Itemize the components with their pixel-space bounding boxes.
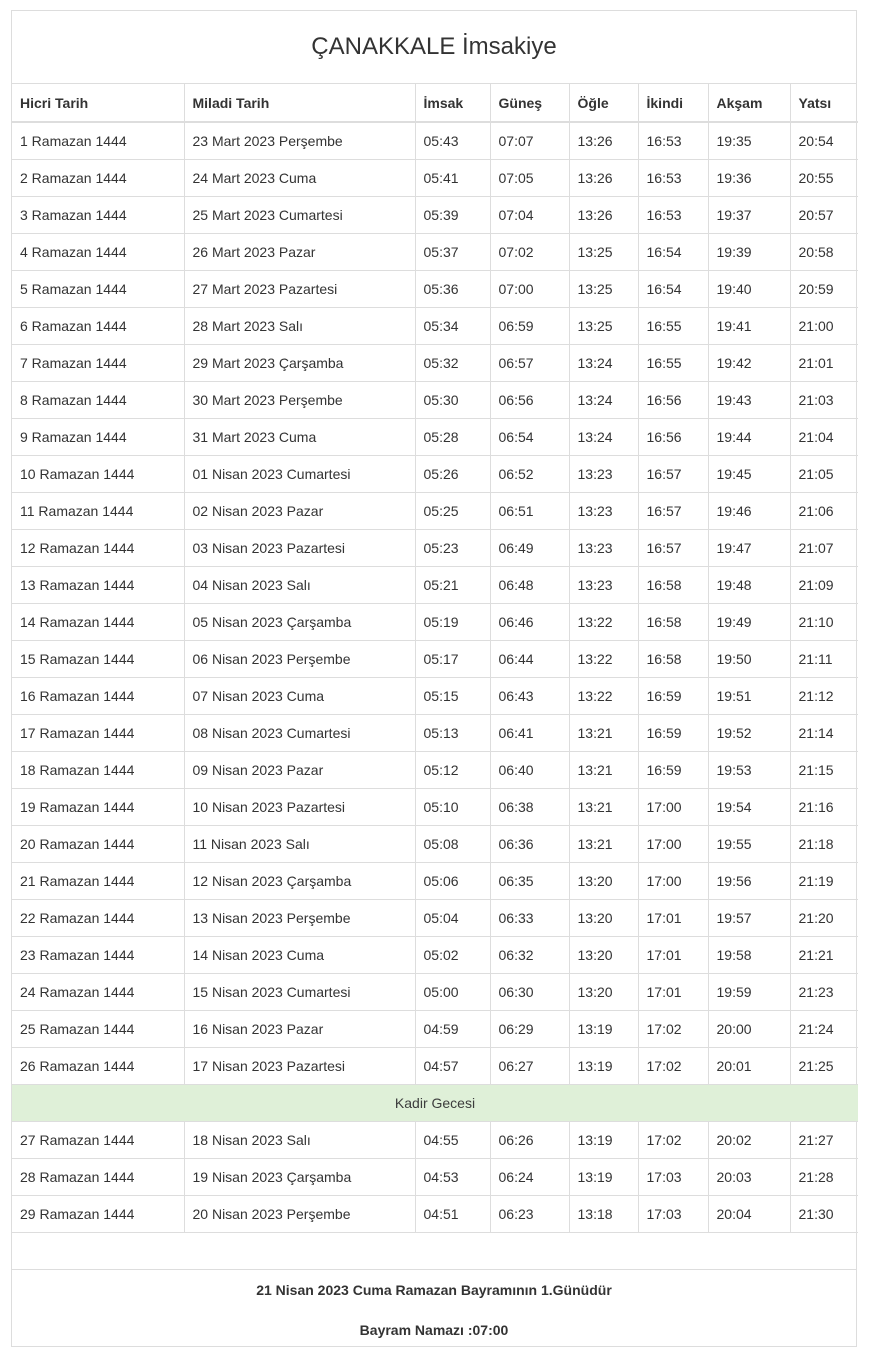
column-header: İkindi (638, 84, 708, 122)
table-cell: 06 Nisan 2023 Perşembe (184, 640, 415, 677)
table-cell: 05:04 (415, 899, 490, 936)
table-row (12, 677, 858, 714)
table-cell: 05:02 (415, 936, 490, 973)
table-cell: 16:55 (638, 344, 708, 381)
table-cell: 16:54 (638, 270, 708, 307)
table-row (12, 973, 858, 1010)
table-cell: 13:19 (569, 1158, 638, 1195)
table-cell: 13:19 (569, 1121, 638, 1158)
table-cell: 06:30 (490, 973, 569, 1010)
table-cell: 21:27 (790, 1121, 858, 1158)
note-cell: Kadir Gecesi (12, 1084, 858, 1121)
table-cell: 16:54 (638, 233, 708, 270)
table-row (12, 566, 858, 603)
table-cell: 13:19 (569, 1047, 638, 1084)
table-cell: 14 Ramazan 1444 (12, 603, 184, 640)
table-cell: 21:18 (790, 825, 858, 862)
table-cell: 05:26 (415, 455, 490, 492)
table-cell: 20:55 (790, 159, 858, 196)
table-row (12, 344, 858, 381)
table-cell: 20:54 (790, 122, 858, 159)
table-cell: 21:01 (790, 344, 858, 381)
table-cell: 21:12 (790, 677, 858, 714)
table-cell: 13 Nisan 2023 Perşembe (184, 899, 415, 936)
table-row (12, 825, 858, 862)
table-cell: 19:39 (708, 233, 790, 270)
table-cell: 19:51 (708, 677, 790, 714)
table-cell: 17:00 (638, 825, 708, 862)
table-cell: 13:20 (569, 973, 638, 1010)
table-cell: 30 Mart 2023 Perşembe (184, 381, 415, 418)
spacer-row (12, 1233, 856, 1270)
table-cell: 13:20 (569, 936, 638, 973)
table-cell: 19:35 (708, 122, 790, 159)
table-cell: 04:55 (415, 1121, 490, 1158)
table-cell: 05:21 (415, 566, 490, 603)
table-row (12, 381, 858, 418)
table-cell: 9 Ramazan 1444 (12, 418, 184, 455)
table-row (12, 122, 858, 159)
table-row (12, 936, 858, 973)
table-cell: 17:03 (638, 1195, 708, 1232)
table-cell: 17:00 (638, 788, 708, 825)
table-cell: 16:59 (638, 714, 708, 751)
table-cell: 21 Ramazan 1444 (12, 862, 184, 899)
table-cell: 19:52 (708, 714, 790, 751)
table-cell: 17 Nisan 2023 Pazartesi (184, 1047, 415, 1084)
table-cell: 19:45 (708, 455, 790, 492)
table-cell: 07:05 (490, 159, 569, 196)
table-cell: 19:47 (708, 529, 790, 566)
table-cell: 03 Nisan 2023 Pazartesi (184, 529, 415, 566)
table-cell: 20:00 (708, 1010, 790, 1047)
table-cell: 16 Nisan 2023 Pazar (184, 1010, 415, 1047)
table-cell: 05:30 (415, 381, 490, 418)
table-cell: 26 Mart 2023 Pazar (184, 233, 415, 270)
table-cell: 05:36 (415, 270, 490, 307)
table-cell: 07:00 (490, 270, 569, 307)
table-cell: 18 Nisan 2023 Salı (184, 1121, 415, 1158)
table-cell: 07 Nisan 2023 Cuma (184, 677, 415, 714)
table-cell: 17:00 (638, 862, 708, 899)
table-cell: 28 Mart 2023 Salı (184, 307, 415, 344)
table-cell: 06:56 (490, 381, 569, 418)
table-cell: 21:10 (790, 603, 858, 640)
table-cell: 21:28 (790, 1158, 858, 1195)
table-cell: 15 Ramazan 1444 (12, 640, 184, 677)
table-cell: 05:32 (415, 344, 490, 381)
table-cell: 07:02 (490, 233, 569, 270)
table-cell: 13:25 (569, 307, 638, 344)
table-cell: 13:22 (569, 603, 638, 640)
table-cell: 15 Nisan 2023 Cumartesi (184, 973, 415, 1010)
table-cell: 05:19 (415, 603, 490, 640)
table-cell: 13:19 (569, 1010, 638, 1047)
table-cell: 19:41 (708, 307, 790, 344)
table-cell: 19:53 (708, 751, 790, 788)
table-cell: 13:22 (569, 640, 638, 677)
table-cell: 18 Ramazan 1444 (12, 751, 184, 788)
table-cell: 21:00 (790, 307, 858, 344)
table-cell: 13:20 (569, 862, 638, 899)
table-cell: 16:53 (638, 122, 708, 159)
table-cell: 16:57 (638, 492, 708, 529)
table-cell: 13:24 (569, 344, 638, 381)
table-cell: 17:01 (638, 936, 708, 973)
table-cell: 19:36 (708, 159, 790, 196)
table-row (12, 307, 858, 344)
table-cell: 23 Mart 2023 Perşembe (184, 122, 415, 159)
column-header: Miladi Tarih (184, 84, 415, 122)
table-cell: 06:44 (490, 640, 569, 677)
table-cell: 16:59 (638, 751, 708, 788)
table-cell: 05:28 (415, 418, 490, 455)
table-cell: 21:07 (790, 529, 858, 566)
table-cell: 19 Nisan 2023 Çarşamba (184, 1158, 415, 1195)
table-cell: 05:25 (415, 492, 490, 529)
table-cell: 05:41 (415, 159, 490, 196)
kadir-gecesi-row (12, 1084, 858, 1121)
table-cell: 08 Nisan 2023 Cumartesi (184, 714, 415, 751)
imsakiye-table (12, 84, 858, 1233)
table-cell: 21:24 (790, 1010, 858, 1047)
bayram-namazi-text: Bayram Namazı :07:00 (359, 1321, 509, 1338)
table-cell: 13:23 (569, 529, 638, 566)
table-cell: 16:57 (638, 529, 708, 566)
table-cell: 19:59 (708, 973, 790, 1010)
table-row (12, 1121, 858, 1158)
table-cell: 17 Ramazan 1444 (12, 714, 184, 751)
table-cell: 16:55 (638, 307, 708, 344)
table-cell: 12 Nisan 2023 Çarşamba (184, 862, 415, 899)
table-cell: 13 Ramazan 1444 (12, 566, 184, 603)
table-cell: 19:57 (708, 899, 790, 936)
table-cell: 10 Nisan 2023 Pazartesi (184, 788, 415, 825)
table-cell: 19:42 (708, 344, 790, 381)
table-cell: 06:38 (490, 788, 569, 825)
table-cell: 21:30 (790, 1195, 858, 1232)
table-cell: 13:26 (569, 196, 638, 233)
table-cell: 06:23 (490, 1195, 569, 1232)
table-cell: 06:26 (490, 1121, 569, 1158)
table-cell: 04:57 (415, 1047, 490, 1084)
table-cell: 06:52 (490, 455, 569, 492)
table-cell: 06:51 (490, 492, 569, 529)
table-cell: 21:15 (790, 751, 858, 788)
table-cell: 20:59 (790, 270, 858, 307)
column-header: İmsak (415, 84, 490, 122)
column-header: Hicri Tarih (12, 84, 184, 122)
table-row (12, 603, 858, 640)
table-cell: 13:25 (569, 233, 638, 270)
table-row (12, 751, 858, 788)
table-row (12, 1047, 858, 1084)
table-cell: 17:01 (638, 899, 708, 936)
table-cell: 20:03 (708, 1158, 790, 1195)
table-cell: 23 Ramazan 1444 (12, 936, 184, 973)
table-cell: 13:21 (569, 788, 638, 825)
table-cell: 21:06 (790, 492, 858, 529)
table-cell: 24 Mart 2023 Cuma (184, 159, 415, 196)
table-cell: 20:01 (708, 1047, 790, 1084)
table-cell: 29 Mart 2023 Çarşamba (184, 344, 415, 381)
table-cell: 13:20 (569, 899, 638, 936)
table-cell: 16 Ramazan 1444 (12, 677, 184, 714)
table-cell: 16:58 (638, 640, 708, 677)
table-cell: 13:22 (569, 677, 638, 714)
table-cell: 16:57 (638, 455, 708, 492)
column-header: Akşam (708, 84, 790, 122)
table-cell: 11 Ramazan 1444 (12, 492, 184, 529)
table-body (12, 122, 858, 1232)
table-row (12, 862, 858, 899)
table-cell: 06:35 (490, 862, 569, 899)
table-cell: 06:48 (490, 566, 569, 603)
table-cell: 21:23 (790, 973, 858, 1010)
table-cell: 22 Ramazan 1444 (12, 899, 184, 936)
table-cell: 21:09 (790, 566, 858, 603)
table-cell: 19:44 (708, 418, 790, 455)
table-cell: 4 Ramazan 1444 (12, 233, 184, 270)
table-cell: 19:40 (708, 270, 790, 307)
table-row (12, 233, 858, 270)
table-row (12, 492, 858, 529)
table-cell: 17:02 (638, 1010, 708, 1047)
table-cell: 17:02 (638, 1121, 708, 1158)
table-cell: 19:49 (708, 603, 790, 640)
table-cell: 04:53 (415, 1158, 490, 1195)
table-cell: 13:23 (569, 455, 638, 492)
table-cell: 06:49 (490, 529, 569, 566)
table-cell: 06:40 (490, 751, 569, 788)
table-cell: 05:00 (415, 973, 490, 1010)
table-cell: 21:14 (790, 714, 858, 751)
table-cell: 05:08 (415, 825, 490, 862)
table-cell: 05:37 (415, 233, 490, 270)
table-cell: 06:27 (490, 1047, 569, 1084)
table-cell: 3 Ramazan 1444 (12, 196, 184, 233)
table-cell: 13:24 (569, 381, 638, 418)
table-cell: 20 Nisan 2023 Perşembe (184, 1195, 415, 1232)
table-cell: 19 Ramazan 1444 (12, 788, 184, 825)
table-row (12, 159, 858, 196)
table-cell: 19:37 (708, 196, 790, 233)
column-header: Yatsı (790, 84, 858, 122)
table-cell: 19:56 (708, 862, 790, 899)
table-row (12, 418, 858, 455)
table-cell: 05:17 (415, 640, 490, 677)
table-cell: 19:55 (708, 825, 790, 862)
table-cell: 06:59 (490, 307, 569, 344)
bayram-date-text: 21 Nisan 2023 Cuma Ramazan Bayramının 1.Günüdür (256, 1281, 612, 1298)
table-row (12, 196, 858, 233)
table-cell: 06:57 (490, 344, 569, 381)
table-cell: 17:03 (638, 1158, 708, 1195)
table-cell: 05:15 (415, 677, 490, 714)
table-cell: 06:32 (490, 936, 569, 973)
table-row (12, 1158, 858, 1195)
table-cell: 04:51 (415, 1195, 490, 1232)
table-cell: 13:21 (569, 714, 638, 751)
table-cell: 21:04 (790, 418, 858, 455)
table-cell: 05 Nisan 2023 Çarşamba (184, 603, 415, 640)
table-cell: 21:19 (790, 862, 858, 899)
table-cell: 05:13 (415, 714, 490, 751)
table-cell: 28 Ramazan 1444 (12, 1158, 184, 1195)
table-cell: 13:21 (569, 825, 638, 862)
table-cell: 04 Nisan 2023 Salı (184, 566, 415, 603)
table-cell: 07:04 (490, 196, 569, 233)
table-cell: 24 Ramazan 1444 (12, 973, 184, 1010)
table-cell: 05:34 (415, 307, 490, 344)
table-row (12, 1195, 858, 1232)
table-row (12, 455, 858, 492)
column-header: Güneş (490, 84, 569, 122)
table-cell: 19:50 (708, 640, 790, 677)
table-cell: 21:21 (790, 936, 858, 973)
table-cell: 6 Ramazan 1444 (12, 307, 184, 344)
table-cell: 8 Ramazan 1444 (12, 381, 184, 418)
table-cell: 20 Ramazan 1444 (12, 825, 184, 862)
table-header-row (12, 84, 858, 122)
table-cell: 25 Ramazan 1444 (12, 1010, 184, 1047)
table-cell: 07:07 (490, 122, 569, 159)
table-cell: 11 Nisan 2023 Salı (184, 825, 415, 862)
table-cell: 06:41 (490, 714, 569, 751)
table-cell: 20:58 (790, 233, 858, 270)
table-cell: 06:43 (490, 677, 569, 714)
table-cell: 20:02 (708, 1121, 790, 1158)
table-cell: 27 Mart 2023 Pazartesi (184, 270, 415, 307)
table-cell: 10 Ramazan 1444 (12, 455, 184, 492)
table-cell: 05:06 (415, 862, 490, 899)
table-cell: 19:43 (708, 381, 790, 418)
table-row (12, 788, 858, 825)
table-cell: 13:25 (569, 270, 638, 307)
table-cell: 16:56 (638, 381, 708, 418)
table-cell: 13:24 (569, 418, 638, 455)
table-row (12, 899, 858, 936)
table-cell: 19:54 (708, 788, 790, 825)
table-cell: 16:59 (638, 677, 708, 714)
table-row (12, 529, 858, 566)
table-row (12, 640, 858, 677)
table-cell: 21:11 (790, 640, 858, 677)
table-cell: 13:26 (569, 122, 638, 159)
table-cell: 16:53 (638, 159, 708, 196)
table-cell: 2 Ramazan 1444 (12, 159, 184, 196)
table-cell: 17:01 (638, 973, 708, 1010)
table-cell: 06:24 (490, 1158, 569, 1195)
table-cell: 02 Nisan 2023 Pazar (184, 492, 415, 529)
column-header: Öğle (569, 84, 638, 122)
table-cell: 21:20 (790, 899, 858, 936)
table-cell: 06:29 (490, 1010, 569, 1047)
table-row (12, 1010, 858, 1047)
table-cell: 1 Ramazan 1444 (20, 132, 127, 149)
table-cell: 05:23 (415, 529, 490, 566)
table-cell: 29 Ramazan 1444 (12, 1195, 184, 1232)
table-cell: 09 Nisan 2023 Pazar (184, 751, 415, 788)
table-cell: 13:26 (569, 159, 638, 196)
table-cell: 7 Ramazan 1444 (12, 344, 184, 381)
table-cell: 16:56 (638, 418, 708, 455)
table-cell: 26 Ramazan 1444 (12, 1047, 184, 1084)
table-cell: 25 Mart 2023 Cumartesi (184, 196, 415, 233)
imsakiye-panel (11, 10, 857, 1347)
table-cell: 27 Ramazan 1444 (12, 1121, 184, 1158)
table-cell: 04:59 (415, 1010, 490, 1047)
table-cell: 13:18 (569, 1195, 638, 1232)
table-cell: 16:53 (638, 196, 708, 233)
table-cell: 14 Nisan 2023 Cuma (184, 936, 415, 973)
table-cell: 13:21 (569, 751, 638, 788)
table-cell: 05:39 (415, 196, 490, 233)
table-cell: 06:46 (490, 603, 569, 640)
table-cell: 19:46 (708, 492, 790, 529)
table-cell: 13:23 (569, 566, 638, 603)
table-cell: 5 Ramazan 1444 (12, 270, 184, 307)
table-cell: 31 Mart 2023 Cuma (184, 418, 415, 455)
table-cell: 05:12 (415, 751, 490, 788)
table-cell: 21:03 (790, 381, 858, 418)
table-cell: 16:58 (638, 566, 708, 603)
table-cell: 21:05 (790, 455, 858, 492)
table-cell: 13:23 (569, 492, 638, 529)
table-cell: 12 Ramazan 1444 (12, 529, 184, 566)
page-title: ÇANAKKALE İmsakiye (12, 11, 856, 84)
footer (12, 1270, 856, 1350)
table-cell: 19:48 (708, 566, 790, 603)
table-cell: 06:33 (490, 899, 569, 936)
table-cell: 20:04 (708, 1195, 790, 1232)
table-cell: 06:54 (490, 418, 569, 455)
table-cell: 06:36 (490, 825, 569, 862)
table-cell: 20:57 (790, 196, 858, 233)
table-cell: 01 Nisan 2023 Cumartesi (184, 455, 415, 492)
table-cell: 16:58 (638, 603, 708, 640)
table-cell: 05:10 (415, 788, 490, 825)
table-cell: 05:43 (415, 122, 490, 159)
table-cell: 19:58 (708, 936, 790, 973)
table-cell: 17:02 (638, 1047, 708, 1084)
table-row (12, 714, 858, 751)
table-cell: 21:16 (790, 788, 858, 825)
table-row (12, 270, 858, 307)
table-cell: 21:25 (790, 1047, 858, 1084)
